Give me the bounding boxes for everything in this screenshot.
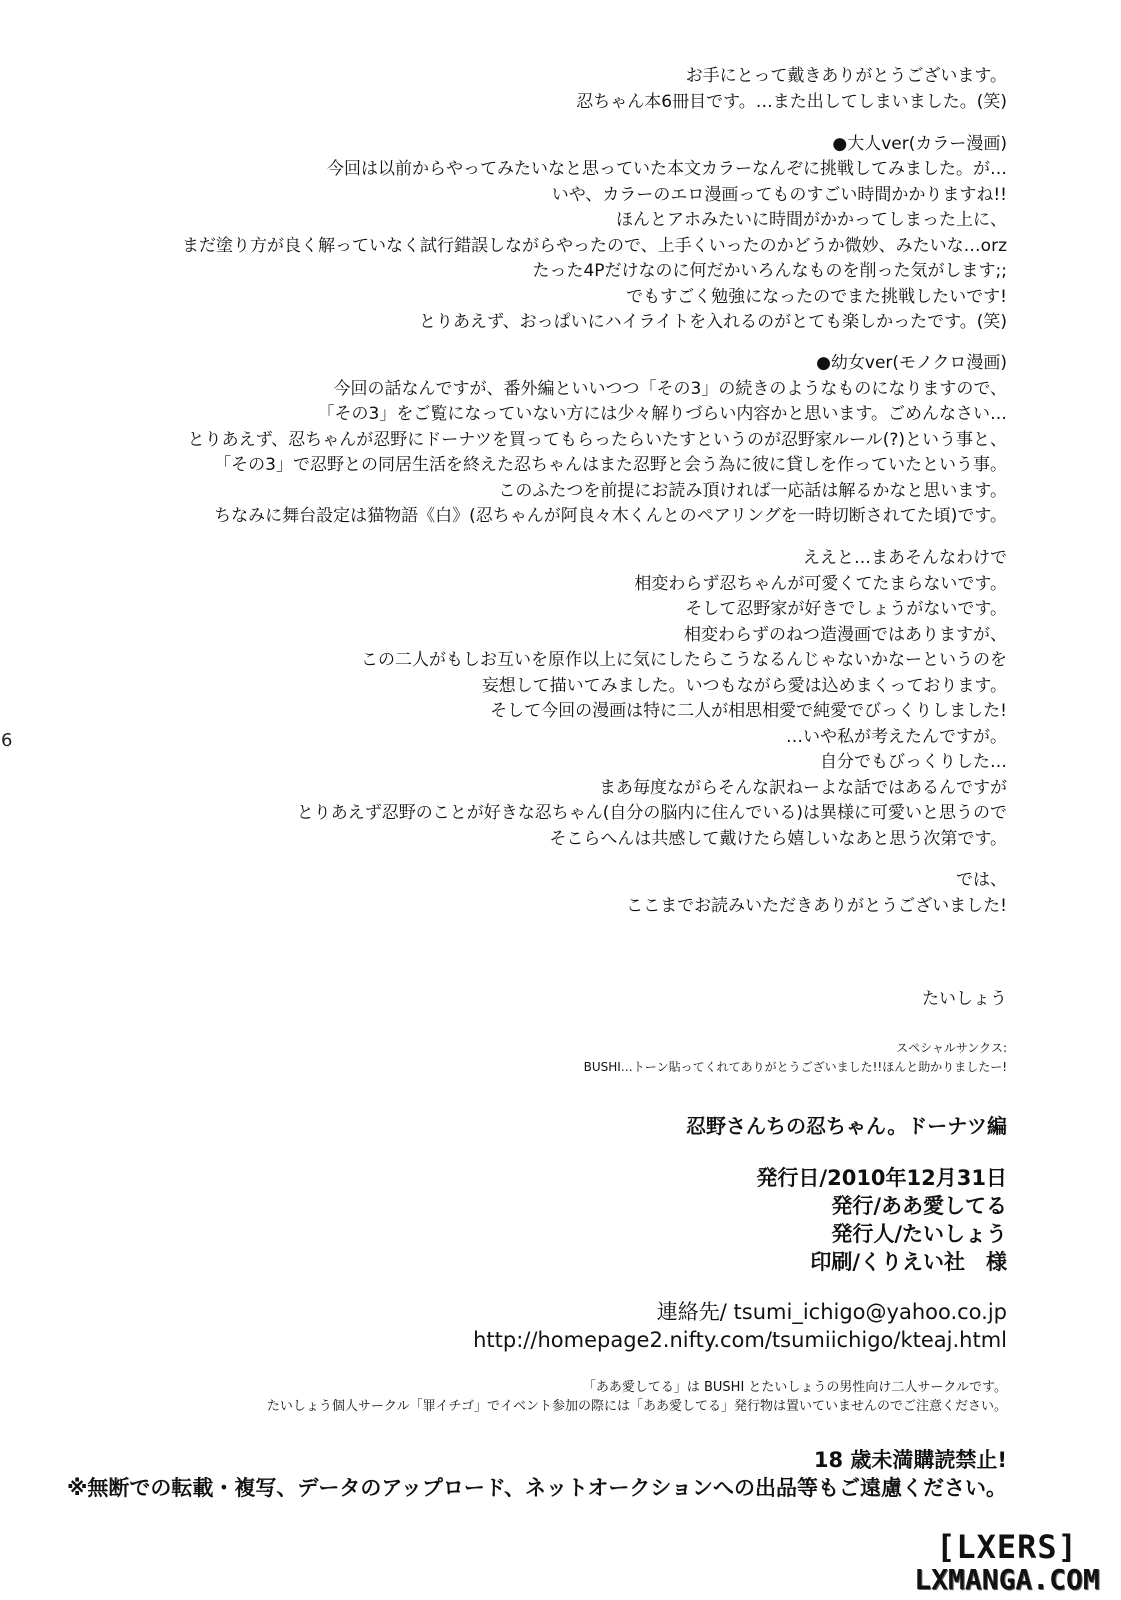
book-title: 忍野さんちの忍ちゃん。ドーナツ編 <box>686 1114 1007 1138</box>
section-heading: ●幼女ver(モノクロ漫画) <box>816 353 1007 373</box>
afterword-line: とりあえず、忍ちゃんが忍野にドーナツを買ってもらったらいたすというのが忍野家ルール(?)という事と、 <box>187 430 1007 450</box>
printer: 印刷/くりえい社 様 <box>810 1250 1007 1274</box>
afterword-line: 忍ちゃん本6冊目です。…また出してしまいました。(笑) <box>576 92 1007 112</box>
afterword-line: まだ塗り方が良く解っていなく試行錯誤しながらやったので、上手くいったのかどうか微妙、みたいな…orz <box>182 236 1007 256</box>
afterword-line: 今回の話なんですが、番外編といいつつ「その3」の続きのようなものになりますので、 <box>333 379 1007 399</box>
afterword-line: 相変わらずのねつ造漫画ではありますが、 <box>684 625 1007 645</box>
afterword-line: では、 <box>956 870 1007 890</box>
circle-note: 「ああ愛してる」は BUSHI とたいしょうの男性向け二人サークルです。 <box>582 1380 1007 1395</box>
afterword-line: でもすごく勉強になったのでまた挑戦したいです! <box>626 287 1007 307</box>
afterword-line: ちなみに舞台設定は猫物語《白》(忍ちゃんが阿良々木くんとのペアリングを一時切断されてた頃)です。 <box>214 506 1007 526</box>
issuer: 発行人/たいしょう <box>831 1222 1007 1246</box>
afterword-line: ええと…まあそんなわけで <box>803 548 1007 568</box>
afterword-line: 自分でもびっくりした… <box>820 752 1007 772</box>
circle-note: たいしょう個人サークル「罪イチゴ」でイベント参加の際には「ああ愛してる」発行物は置いていませんのでご注意ください。 <box>266 1399 1007 1414</box>
afterword-line: まあ毎度ながらそんな訳ねーよな話ではあるんですが <box>599 778 1007 798</box>
afterword-line: お手にとって戴きありがとうございます。 <box>685 66 1007 86</box>
afterword-line: とりあえず、おっぱいにハイライトを入れるのがとても楽しかったです。(笑) <box>418 312 1007 332</box>
contact-email: 連絡先/ tsumi_ichigo@yahoo.co.jp <box>656 1300 1007 1324</box>
afterword-line: 妄想して描いてみました。いつもながら愛は込めまくっております。 <box>481 676 1007 696</box>
thanks-text: BUSHI…トーン貼ってくれてありがとうございました!!ほんと助かりましたー! <box>583 1060 1007 1074</box>
page-number: 6 <box>1 730 13 751</box>
thanks-label: スペシャルサンクス: <box>896 1041 1007 1055</box>
watermark-bottom: LXMANGA.COM <box>914 1563 1100 1596</box>
afterword-line: 相変わらず忍ちゃんが可愛くてたまらないです。 <box>634 574 1007 594</box>
author-signature: たいしょう <box>922 989 1007 1009</box>
afterword-line: ここまでお読みいただきありがとうございました! <box>626 896 1007 916</box>
afterword-line: そこらへんは共感して戴けたら嬉しいなあと思う次第です。 <box>549 829 1007 849</box>
age-warning: 18 歳未満購読禁止! <box>813 1448 1007 1472</box>
afterword-line: 「その3」をご覧になっていない方には少々解りづらい内容かと思います。ごめんなさい… <box>317 404 1007 424</box>
afterword-line: この二人がもしお互いを原作以上に気にしたらこうなるんじゃないかなーというのを <box>361 650 1007 670</box>
watermark-top: [LXERS] <box>936 1528 1078 1566</box>
afterword-line: 「その3」で忍野との同居生活を終えた忍ちゃんはまた忍野と会う為に彼に貸しを作っていたという事。 <box>214 455 1007 475</box>
afterword-line: このふたつを前提にお読み頂ければ一応話は解るかなと思います。 <box>498 481 1007 501</box>
afterword-line: そして忍野家が好きでしょうがないです。 <box>685 599 1007 619</box>
afterword-line: たった4Pだけなのに何だかいろんなものを削った気がします;; <box>532 261 1007 281</box>
copy-warning: ※無断での転載・複写、データのアップロード、ネットオークションへの出品等もご遠慮ください。 <box>66 1476 1007 1500</box>
afterword-line: ほんとアホみたいに時間がかかってしまった上に、 <box>616 210 1007 230</box>
contact-url[interactable]: http://homepage2.nifty.com/tsumiichigo/kteaj.html <box>473 1328 1007 1352</box>
afterword-line: 今回は以前からやってみたいなと思っていた本文カラーなんぞに挑戦してみました。が… <box>327 159 1007 179</box>
afterword-line: そして今回の漫画は特に二人が相思相愛で純愛でびっくりしました! <box>490 701 1007 721</box>
site-watermark <box>897 1530 1117 1600</box>
publisher: 発行/ああ愛してる <box>831 1194 1007 1218</box>
afterword-line: …いや私が考えたんですが。 <box>786 727 1007 747</box>
afterword-line: とりあえず忍野のことが好きな忍ちゃん(自分の脳内に住んでいる)は異様に可愛いと思うので <box>296 803 1007 823</box>
publish-date: 発行日/2010年12月31日 <box>756 1166 1007 1190</box>
afterword-line: いや、カラーのエロ漫画ってものすごい時間かかりますね!! <box>551 185 1007 205</box>
section-heading: ●大人ver(カラー漫画) <box>832 134 1007 154</box>
